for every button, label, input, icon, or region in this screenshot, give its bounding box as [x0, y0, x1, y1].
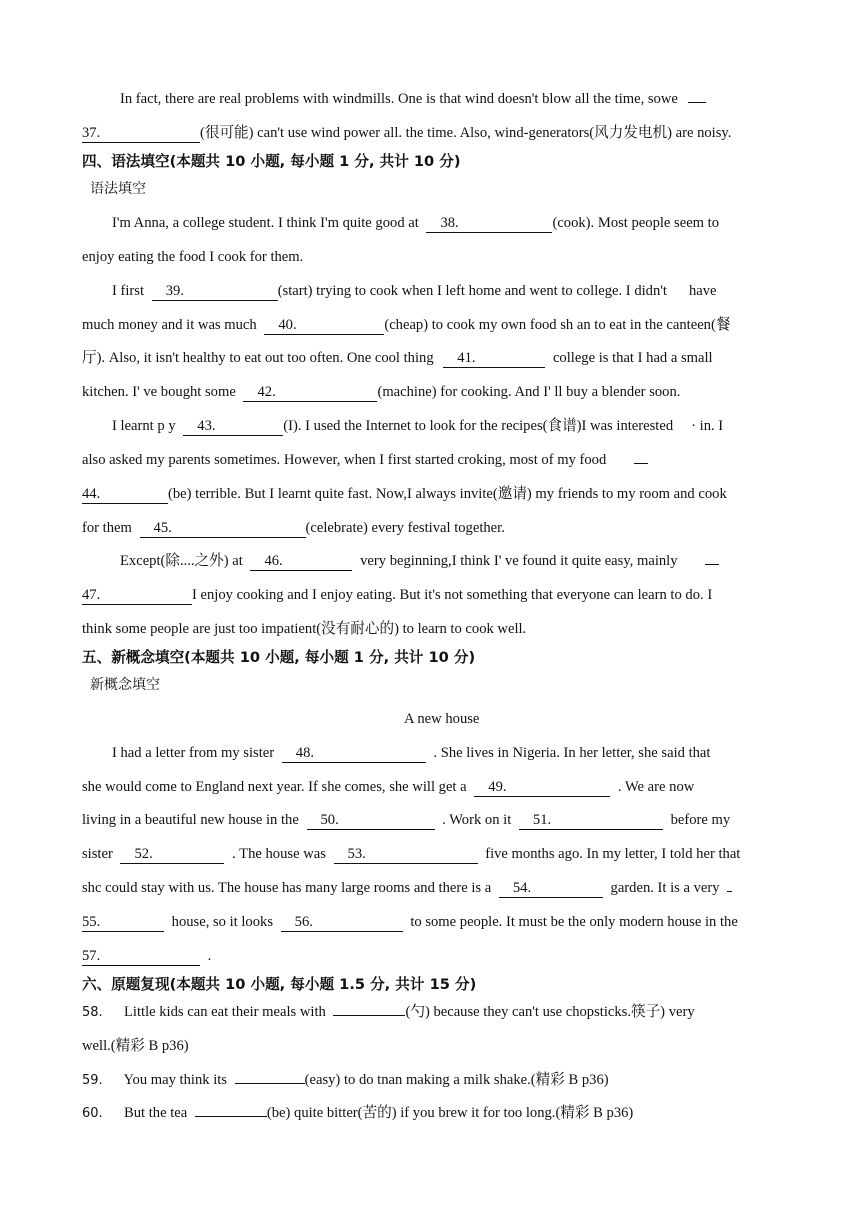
passage-line: shc could stay with us. The house has many large rooms and there is a 54. garden. It is a very [82, 878, 732, 898]
passage-line: living in a beautiful new house in the 50. . Work on it 51. before my [82, 812, 731, 828]
passage-line: for them 45. (celebrate) every festival together. [82, 520, 505, 536]
passage-line: I had a letter from my sister 48. . She lives in Nigeria. In her letter, she said that [112, 745, 711, 761]
section-subtitle: 语法填空 [90, 181, 146, 197]
passage-line: 57. . [82, 948, 212, 964]
answer-blank[interactable] [727, 891, 732, 892]
question-number: 58. [82, 1005, 103, 1020]
answer-blank[interactable] [688, 102, 706, 103]
passage-line: kitchen. I' ve bought some 42. (machine) for cooking. And I' ll buy a blender soon. [82, 384, 681, 400]
answer-blank-48[interactable]: 48. [282, 744, 426, 763]
passage-line: I first 39. (start) trying to cook when I left home and went to college. I didn't have [112, 283, 717, 299]
passage-line: I learnt p y 43. (I). I used the Internet to look for the recipes(食谱)I was interested · in. I [112, 418, 724, 434]
section-heading-new-concept: 五、新概念填空(本题共 10 小题, 每小题 1 分, 共计 10 分) [82, 649, 476, 666]
passage-line: 厅). Also, it isn't healthy to eat out too often. One cool thing 41. college is that I had a small [82, 350, 713, 366]
passage-title: A new house [404, 711, 480, 727]
question-60: 60. But the tea (be) quite bitter(苦的) if you brew it for too long.(精彩 B p36) [82, 1105, 634, 1121]
question-number: 60. [82, 1106, 103, 1121]
passage-line: also asked my parents sometimes. However, when I first started croking, most of my food [82, 450, 648, 470]
passage-line: enjoy eating the food I cook for them. [82, 249, 304, 265]
answer-blank[interactable] [705, 564, 719, 565]
answer-blank-51[interactable]: 51. [519, 811, 663, 830]
answer-blank-58[interactable] [333, 1015, 405, 1016]
question-58: 58. Little kids can eat their meals with (勺) because they can't use chopsticks.筷子) very [82, 1004, 695, 1020]
section-subtitle: 新概念填空 [90, 677, 160, 693]
section-heading-review: 六、原题复现(本题共 10 小题, 每小题 1.5 分, 共计 15 分) [82, 976, 477, 993]
answer-blank-50[interactable]: 50. [307, 811, 435, 830]
answer-blank-54[interactable]: 54. [499, 879, 603, 898]
answer-blank-57[interactable]: 57. [82, 947, 200, 966]
question-number: 59. [82, 1073, 103, 1088]
answer-blank-38[interactable]: 38. [426, 214, 552, 233]
answer-blank-40[interactable]: 40. [264, 316, 384, 335]
passage-line: she would come to England next year. If she comes, she will get a 49. . We are now [82, 779, 695, 795]
question-58-continued: well.(精彩 B p36) [82, 1038, 189, 1054]
passage-line: Except(除....之外) at 46. very beginning,I think I' ve found it quite easy, mainly [120, 551, 719, 571]
question-59: 59. You may think its (easy) to do tnan making a milk shake.(精彩 B p36) [82, 1072, 609, 1088]
passage-line: 44. (be) terrible. But I learnt quite fast. Now,I always invite(邀请) my friends to my room and cook [82, 486, 727, 502]
answer-blank-39[interactable]: 39. [152, 282, 278, 301]
answer-blank-44[interactable]: 44. [82, 485, 168, 504]
answer-blank-43[interactable]: 43. [183, 417, 283, 436]
passage-line: 37. (很可能) can't use wind power all. the time. Also, wind-generators(风力发电机) are noisy. [82, 125, 732, 141]
answer-blank-55[interactable]: 55. [82, 913, 164, 932]
answer-blank-56[interactable]: 56. [281, 913, 403, 932]
passage-line: sister 52. . The house was 53. five months ago. In my letter, I told her that [82, 846, 741, 862]
answer-blank[interactable] [634, 463, 648, 464]
passage-line: 47. I enjoy cooking and I enjoy eating. But it's not something that everyone can learn to do. I [82, 587, 713, 603]
answer-blank-59[interactable] [235, 1083, 305, 1084]
answer-blank-42[interactable]: 42. [243, 383, 377, 402]
answer-blank-60[interactable] [195, 1116, 267, 1117]
answer-blank-41[interactable]: 41. [443, 349, 545, 368]
answer-blank-47[interactable]: 47. [82, 586, 192, 605]
answer-blank-52[interactable]: 52. [120, 845, 224, 864]
answer-blank-53[interactable]: 53. [334, 845, 478, 864]
passage-line: 55. house, so it looks 56. to some people. It must be the only modern house in the [82, 914, 738, 930]
answer-blank-37[interactable]: 37. [82, 124, 200, 143]
section-heading-grammar: 四、语法填空(本题共 10 小题, 每小题 1 分, 共计 10 分) [82, 153, 461, 170]
answer-blank-46[interactable]: 46. [250, 552, 352, 571]
answer-blank-45[interactable]: 45. [140, 519, 306, 538]
answer-blank-49[interactable]: 49. [474, 778, 610, 797]
passage-line: much money and it was much 40. (cheap) to cook my own food sh an to eat in the canteen(餐 [82, 317, 731, 333]
passage-line: I'm Anna, a college student. I think I'm quite good at 38. (cook). Most people seem to [112, 215, 720, 231]
passage-line: In fact, there are real problems with windmills. One is that wind doesn't blow all the time, sowe [120, 89, 706, 109]
passage-line: think some people are just too impatient(没有耐心的) to learn to cook well. [82, 621, 527, 637]
